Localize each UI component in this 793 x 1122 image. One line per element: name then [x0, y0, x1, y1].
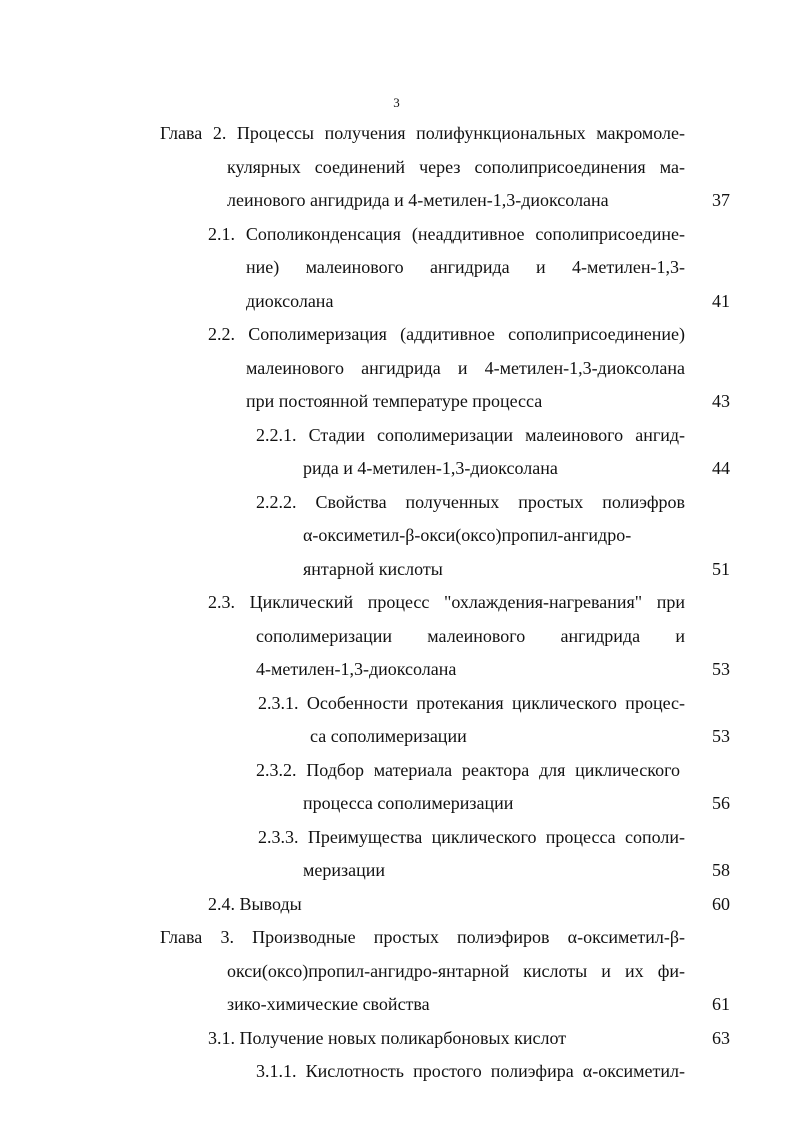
toc-entry-line: 2.3.2. Подбор материала реактора для циклического: [256, 760, 680, 780]
toc-entry-line: са сополимеризации: [310, 726, 467, 746]
toc-entry-line: малеинового ангидрида и 4-метилен-1,3-диоксолана: [246, 358, 685, 378]
toc-entry-line: 2.3.1. Особенности протекания циклического процес-: [258, 693, 685, 713]
toc-entry-line: зико-химические свойства: [227, 994, 430, 1014]
toc-page-number: 60: [712, 894, 730, 914]
toc-entry-line: 2.2.2. Свойства полученных простых полиэфров: [256, 492, 685, 512]
toc-entry-line: 2.2.1. Стадии сополимеризации малеинового ангид-: [256, 425, 685, 445]
toc-page-number: 51: [712, 559, 730, 579]
toc-page-number: 53: [712, 659, 730, 679]
toc-entry-line: при постоянной температуре процесса: [246, 391, 543, 411]
toc-entry-line: окси(оксо)пропил-ангидро-янтарной кислоты и их фи-: [227, 961, 685, 981]
toc-entry-line: янтарной кислоты: [303, 559, 443, 579]
toc-entry-line: процесса сополимеризации: [303, 793, 514, 813]
toc-page-number: 37: [712, 190, 730, 210]
page-number: 3: [393, 95, 400, 110]
toc-entry-line: кулярных соединений через сополиприсоединения ма-: [227, 157, 685, 177]
toc-entry-line: рида и 4-метилен-1,3-диоксолана: [303, 458, 558, 478]
toc-entry-line: 3.1.1. Кислотность простого полиэфира α-оксиметил-: [256, 1061, 685, 1081]
toc-entry-line: леинового ангидрида и 4-метилен-1,3-диоксолана: [227, 190, 609, 210]
toc-entry-line: ние) малеинового ангидрида и 4-метилен-1,3-: [246, 257, 685, 277]
toc-entry-line: меризации: [303, 860, 386, 880]
toc-entry-line: Глава 3. Производные простых полиэфиров α-оксиметил-β-: [160, 927, 685, 947]
toc-page-number: 53: [712, 726, 730, 746]
toc-entry-line: 4-метилен-1,3-диоксолана: [256, 659, 457, 679]
toc-entry-line: Глава 2. Процессы получения полифункциональных макромоле-: [160, 123, 685, 143]
toc-page-number: 43: [712, 391, 730, 411]
toc-entry-line: 3.1. Получение новых поликарбоновых кислот: [208, 1028, 567, 1048]
toc-entry-line: 2.3. Циклический процесс "охлаждения-нагревания" при: [208, 592, 685, 612]
toc-entry-line: сополимеризации малеинового ангидрида и: [256, 626, 685, 646]
toc-page-number: 44: [712, 458, 730, 478]
toc-page-number: 41: [712, 291, 730, 311]
toc-entry-line: 2.3.3. Преимущества циклического процесса сополи-: [258, 827, 685, 847]
toc-entry-line: диоксолана: [246, 291, 334, 311]
toc-page-number: 61: [712, 994, 730, 1014]
toc-page-number: 56: [712, 793, 730, 813]
toc-page-number: 63: [712, 1028, 730, 1048]
toc-page-number: 58: [712, 860, 730, 880]
toc-entry-line: 2.1. Сополиконденсация (неаддитивное сополиприсоедине-: [208, 224, 685, 244]
toc-entry-line: 2.2. Сополимеризация (аддитивное сополиприсоединение): [208, 324, 685, 344]
toc-entry-line: α-оксиметил-β-окси(оксо)пропил-ангидро-: [303, 525, 632, 545]
toc-entry-line: 2.4. Выводы: [208, 894, 302, 914]
